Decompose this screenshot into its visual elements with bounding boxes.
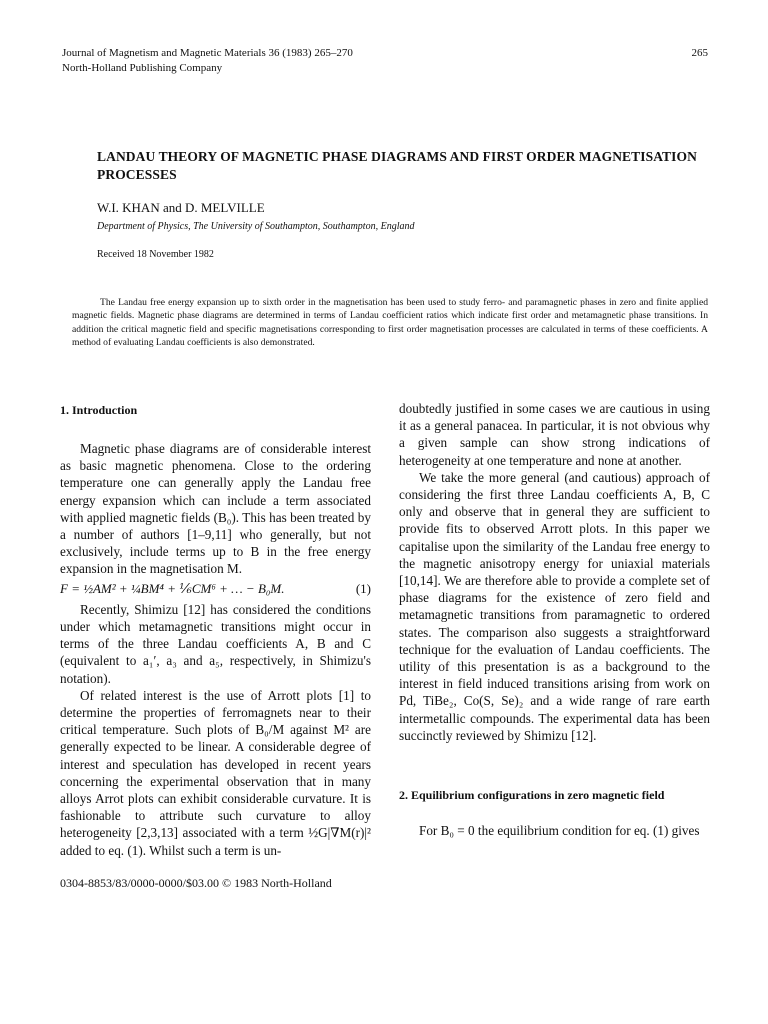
- running-head: [62, 46, 708, 76]
- paragraph: Magnetic phase diagrams are of considerable interest as basic magnetic phenomena. Close to the ordering temperature one can generally apply the Landau free energy expansion which can include a term associated with applied magnetic fields (B₀). This has been treated by a number of authors [1–9,11] who generally, but not exclusively, include terms up to B in the free energy expansion in the magnetisation M.: [60, 441, 371, 577]
- equation-number: (1): [355, 580, 371, 596]
- right-column: [399, 400, 710, 839]
- copyright-footer: 0304-8853/83/0000-0000/$03.00 © 1983 North-Holland: [60, 876, 332, 890]
- article-title: LANDAU THEORY OF MAGNETIC PHASE DIAGRAMS AND FIRST ORDER MAGNETISATION PROCESSES: [97, 149, 697, 182]
- section-heading-equilibrium: 2. Equilibrium configurations in zero magnetic field: [399, 788, 665, 803]
- publisher-line: North-Holland Publishing Company: [62, 62, 223, 74]
- equation-text: F = ½AM² + ¼BM⁴ + ⅙CM⁶ + … − B₀M.: [60, 580, 285, 596]
- author-affiliation: Department of Physics, The University of Southampton, Southampton, England: [97, 221, 415, 232]
- section-heading-introduction: 1. Introduction: [60, 403, 138, 417]
- received-date: Received 18 November 1982: [97, 249, 214, 260]
- paragraph-continued: doubtedly justified in some cases we are cautious in using it as a general panacea. In particular, it is not obvious why a given sample can show strong indications of heterogeneity at one temperature and none at another.: [399, 401, 710, 468]
- equation-1: [60, 580, 371, 597]
- paragraph: We take the more general (and cautious) approach of considering the first three Landau coefficients A, B, C only and observe that in general they are sufficient to provide fits to observed Arrott plots. In this paper we capitalise upon the similarity of the Landau free energy to the magnetic anisotropy energy for uniaxial materials [10,14]. We are therefore able to provide a complete set of phase diagrams for the existence of zero field and metamagnetic transitions from paramagnetic to ordered states. The comparison also suggests a straightforward technique for the evaluation of Landau coefficients. The utility of this presentation is as a background to the interest in field induced transitions arising from work on Pd, TiBe₂, Co(S, Se)₂ and a wide range of rare earth intermetallic compounds. The experimental data has been succinctly reviewed by Shimizu [12].: [399, 469, 710, 743]
- left-column: [60, 400, 371, 859]
- journal-citation: Journal of Magnetism and Magnetic Materials 36 (1983) 265–270: [62, 47, 353, 59]
- paragraph: Of related interest is the use of Arrott plots [1] to determine the properties of ferromagnets near to their critical temperature. Such plots of B₀/M against M² are generally expected to be linear. A considerable degree of interest and speculation has developed in recent years concerning the experimental observation that in many alloys Arrot plots can exhibit considerable curvature. It is fashionable to attribute such curvature to alloy heterogeneity [2,3,13] associated with a term ½G|∇M(r)|² added to eq. (1). Whilst such a term is un-: [60, 687, 371, 858]
- page-number: 265: [691, 47, 708, 59]
- abstract: The Landau free energy expansion up to sixth order in the magnetisation has been used to study ferro- and paramagnetic phases in zero and finite applied magnetic fields. Magnetic phase diagrams are determined in terms of Landau coefficient ratios which indicate first order and metamagnetic phase transitions. In addition the critical magnetic field and specific magnetisations corresponding to first order magnetisation processes are calculated in terms of these coefficients. A method of evaluating Landau coefficients is also demonstrated.: [72, 297, 708, 349]
- paragraph: Recently, Shimizu [12] has considered the conditions under which metamagnetic transitions might occur in terms of the three Landau coefficients A, B and C (equivalent to a₁′, a₃ and a₅, respectively, in Shimizu's notation).: [60, 601, 371, 686]
- paragraph: For B₀ = 0 the equilibrium condition for eq. (1) gives: [419, 823, 700, 839]
- article-authors: W.I. KHAN and D. MELVILLE: [97, 200, 265, 215]
